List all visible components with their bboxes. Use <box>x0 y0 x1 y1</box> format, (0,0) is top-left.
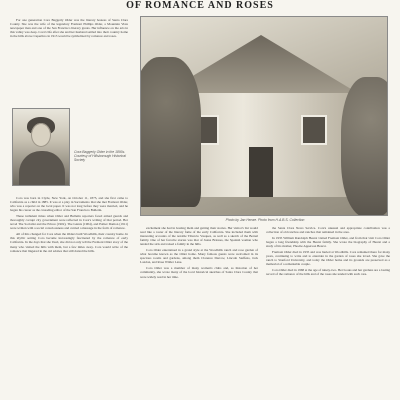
portrait-caption: Cora Baggerly Older in the 1890s. Courtesy of Hillsborough Historical Society <box>74 150 127 162</box>
page-title: OF ROMANCE AND ROSES <box>0 0 400 14</box>
house-photo <box>140 16 388 216</box>
house-window <box>301 115 327 145</box>
paragraph: Fremont Older died in 1935 and was buried at Woodhills. Cora remained there for many years, continuing to write and to entertain in the garden of roses she loved. She gave the ranch to Stanford University, and today the Older home and its grounds are preserved as a memorial of a remarkable couple. <box>266 250 390 267</box>
paragraph: These turbulent times when Older and Bulletin reporters faced armed guards and thoroughly corrupt city government were reflected in Cora's writing of that period. Her novel The Socialist and the Prince (1902), The Giants (1904), and Esther Damon (1911) were written with a social consciousness and carried a message in the form of romance. <box>10 214 128 231</box>
column-2 <box>140 226 258 394</box>
paragraph: Cora Older was a member of many women's clubs and, as historian of her community, she wrote many of the local historical sketches of Santa Clara County that were widely read in her time. <box>140 266 258 279</box>
paragraph: the Santa Clara News Service. Cora's unusual and appropriate contribution was a collection of old ranchos and ranchos that remained in the area. <box>266 226 390 235</box>
paragraph: Cora Older died in 1968 at the age of ninety-two. Her books and her gardens are a lasting record of the romance of the hills and of the roses she tended with such care. <box>266 268 390 277</box>
tree <box>140 57 201 207</box>
paragraph: For one generation Cora Baggerly Older was the literary hostess of Santa Clara County. She was the wife of the legendary Fremont Phillips Older, a Mountain Vista newspaper man and one of the San Francisco literary greats. Her influence on the arts in this valley was deep. Cora's life after she and her husband settled into their country home in the hills above Cupertino in 1913 would be symbolized by romance and roses. <box>10 18 128 39</box>
paragraph: excitement she had in hosting them and getting their stories. Her visitor's list would read like a roster of the literary fame of the early California. She included them with interesting accounts of the notable Tiburcio Vasquez, as well as a sketch of the Bernal family. One of her favorite stories was that of Juana Briones, the Spanish woman who tended the sick and raised a family in the hills. <box>140 226 258 247</box>
paragraph: In 1935 William Randolph Hearst visited Fremont Older, and from that visit Cora Older began a long friendship with the Hearst family. She wrote the biography of Hearst and a study of his mother, Phoebe Apperson Hearst. <box>266 236 390 249</box>
paragraph: Cora Older entertained in a grand style at the Woodhills ranch and rose garden of what became known as the Older home. Many famous guests were welcomed in its spacious rooms and gardens, among them Clarence Darrow, Lincoln Steffens, Jack London, and Rose Wilder Lane. <box>140 248 258 265</box>
portrait-face <box>31 123 51 147</box>
column-1-bottom <box>10 196 128 394</box>
portrait-shoulders <box>19 151 65 186</box>
paragraph: All of this changed for Cora when the Olders built Woodhills, their country home. In this idyllic setting Cora became increasingly fascinated by the romance of early California. In the days that she lived, she did not only tell the Fremont Older story of the many who visited the hills with them, but a few miles away. Cora would write of the romance that lingered in the old adobes that still dotted the hills. <box>10 232 128 253</box>
house-door <box>249 147 273 197</box>
house-caption: Photo by Jan Henze. Photo from H.A.B.S. Collection <box>225 218 305 222</box>
portrait-photo <box>12 108 70 186</box>
tree <box>341 77 388 216</box>
column-1-top <box>10 18 128 106</box>
column-3 <box>266 226 390 394</box>
paragraph: Cora was born in Clyde, New York, on October 11, 1875, and she first came to California as a child in 1885. It was at a play in Sacramento that she met Fremont Older, who was a reporter on the local paper. It was not long before they were married, and he began his career as the crusading editor of the San Francisco Bulletin. <box>10 196 128 213</box>
